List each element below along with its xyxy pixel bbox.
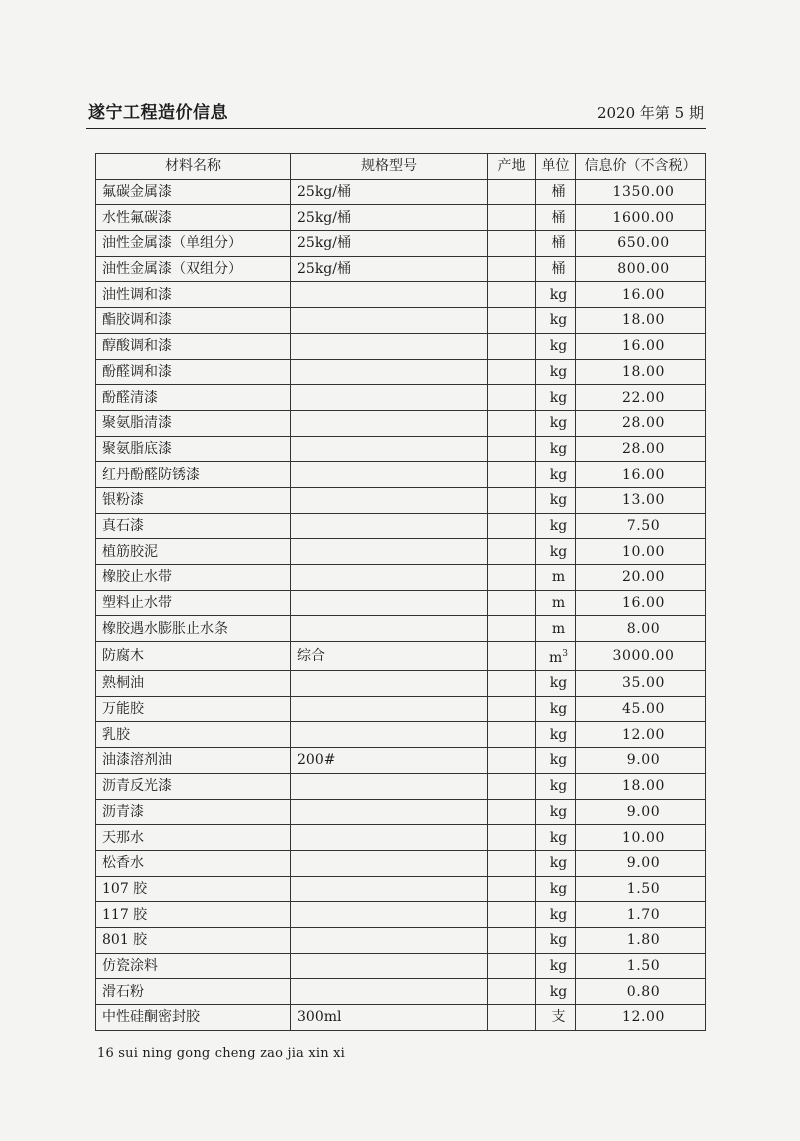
cell-spec bbox=[291, 876, 488, 902]
cell-origin bbox=[488, 979, 536, 1005]
cell-origin bbox=[488, 539, 536, 565]
cell-price: 16.00 bbox=[576, 333, 706, 359]
unit-text: m bbox=[551, 620, 566, 637]
table-row bbox=[96, 513, 706, 539]
unit-text: kg bbox=[549, 726, 568, 743]
cell-price: 16.00 bbox=[576, 282, 706, 308]
cell-origin bbox=[488, 333, 536, 359]
cell-spec bbox=[291, 513, 488, 539]
table-row bbox=[96, 333, 706, 359]
cell-origin bbox=[488, 616, 536, 642]
unit-text: m bbox=[551, 569, 566, 586]
cell-material-name: 松香水 bbox=[96, 850, 291, 876]
unit-text: m bbox=[551, 595, 566, 612]
cell-origin bbox=[488, 359, 536, 385]
cell-material-name: 万能胶 bbox=[96, 696, 291, 722]
unit-text: 桶 bbox=[551, 184, 566, 201]
cell-unit bbox=[536, 539, 576, 565]
unit-text: kg bbox=[549, 803, 568, 820]
table-row bbox=[96, 825, 706, 851]
table-row bbox=[96, 902, 706, 928]
table-row bbox=[96, 590, 706, 616]
cell-material-name: 滑石粉 bbox=[96, 979, 291, 1005]
unit-superscript: 3 bbox=[562, 649, 568, 660]
cell-unit bbox=[536, 876, 576, 902]
cell-unit bbox=[536, 748, 576, 774]
unit-text: kg bbox=[549, 957, 568, 974]
cell-unit bbox=[536, 825, 576, 851]
cell-unit bbox=[536, 308, 576, 334]
cell-spec: 25kg/桶 bbox=[291, 231, 488, 257]
table-row bbox=[96, 799, 706, 825]
cell-origin bbox=[488, 1005, 536, 1031]
cell-unit bbox=[536, 1005, 576, 1031]
cell-origin bbox=[488, 487, 536, 513]
table-body bbox=[96, 179, 706, 1030]
table-row bbox=[96, 256, 706, 282]
cell-unit bbox=[536, 179, 576, 205]
cell-unit bbox=[536, 927, 576, 953]
unit-text: kg bbox=[549, 906, 568, 923]
table-row bbox=[96, 642, 706, 671]
table-row bbox=[96, 696, 706, 722]
cell-spec bbox=[291, 722, 488, 748]
column-header-price: 信息价（不含税） bbox=[576, 154, 706, 180]
cell-material-name: 中性硅酮密封胶 bbox=[96, 1005, 291, 1031]
cell-material-name: 塑料止水带 bbox=[96, 590, 291, 616]
unit-text: kg bbox=[549, 880, 568, 897]
cell-price: 1.70 bbox=[576, 902, 706, 928]
cell-material-name: 酯胶调和漆 bbox=[96, 308, 291, 334]
cell-material-name: 植筋胶泥 bbox=[96, 539, 291, 565]
table-row bbox=[96, 876, 706, 902]
cell-material-name: 仿瓷涂料 bbox=[96, 953, 291, 979]
cell-origin bbox=[488, 462, 536, 488]
table-row bbox=[96, 308, 706, 334]
cell-material-name: 氟碳金属漆 bbox=[96, 179, 291, 205]
cell-price: 1600.00 bbox=[576, 205, 706, 231]
cell-origin bbox=[488, 825, 536, 851]
unit-text: kg bbox=[549, 983, 568, 1000]
cell-unit bbox=[536, 696, 576, 722]
table-row bbox=[96, 282, 706, 308]
cell-material-name: 油性金属漆（双组分） bbox=[96, 256, 291, 282]
cell-spec bbox=[291, 282, 488, 308]
cell-material-name: 银粉漆 bbox=[96, 487, 291, 513]
publication-title: 遂宁工程造价信息 bbox=[88, 103, 228, 123]
unit-text: kg bbox=[549, 543, 568, 560]
cell-origin bbox=[488, 436, 536, 462]
cell-material-name: 红丹酚醛防锈漆 bbox=[96, 462, 291, 488]
column-header-origin: 产地 bbox=[488, 154, 536, 180]
cell-material-name: 防腐木 bbox=[96, 642, 291, 671]
unit-text: kg bbox=[549, 338, 568, 355]
table-row bbox=[96, 927, 706, 953]
cell-spec bbox=[291, 385, 488, 411]
cell-spec: 综合 bbox=[291, 642, 488, 671]
unit-text: kg bbox=[549, 829, 568, 846]
cell-price: 35.00 bbox=[576, 671, 706, 697]
column-header-unit: 单位 bbox=[536, 154, 576, 180]
cell-material-name: 酚醛调和漆 bbox=[96, 359, 291, 385]
cell-price: 9.00 bbox=[576, 850, 706, 876]
unit-text: kg bbox=[549, 492, 568, 509]
cell-price: 1.80 bbox=[576, 927, 706, 953]
cell-material-name: 聚氨脂清漆 bbox=[96, 410, 291, 436]
cell-unit bbox=[536, 205, 576, 231]
cell-material-name: 117 胶 bbox=[96, 902, 291, 928]
cell-spec: 25kg/桶 bbox=[291, 205, 488, 231]
cell-unit bbox=[536, 902, 576, 928]
table-row bbox=[96, 462, 706, 488]
table-row bbox=[96, 231, 706, 257]
cell-origin bbox=[488, 282, 536, 308]
cell-price: 18.00 bbox=[576, 773, 706, 799]
cell-price: 45.00 bbox=[576, 696, 706, 722]
cell-material-name: 油性金属漆（单组分） bbox=[96, 231, 291, 257]
cell-material-name: 酚醛清漆 bbox=[96, 385, 291, 411]
cell-spec bbox=[291, 333, 488, 359]
unit-text: kg bbox=[549, 312, 568, 329]
cell-price: 28.00 bbox=[576, 436, 706, 462]
cell-unit bbox=[536, 565, 576, 591]
cell-material-name: 乳胶 bbox=[96, 722, 291, 748]
cell-unit bbox=[536, 513, 576, 539]
table-row bbox=[96, 1005, 706, 1031]
cell-material-name: 油漆溶剂油 bbox=[96, 748, 291, 774]
cell-material-name: 沥青反光漆 bbox=[96, 773, 291, 799]
cell-origin bbox=[488, 850, 536, 876]
header-row bbox=[96, 154, 706, 180]
unit-text: kg bbox=[549, 932, 568, 949]
header-divider bbox=[86, 128, 706, 129]
cell-unit bbox=[536, 850, 576, 876]
unit-text: kg bbox=[549, 389, 568, 406]
cell-origin bbox=[488, 205, 536, 231]
cell-origin bbox=[488, 773, 536, 799]
table-row bbox=[96, 410, 706, 436]
cell-price: 20.00 bbox=[576, 565, 706, 591]
cell-unit bbox=[536, 385, 576, 411]
cell-unit bbox=[536, 436, 576, 462]
cell-spec bbox=[291, 902, 488, 928]
cell-origin bbox=[488, 902, 536, 928]
unit-text: kg bbox=[549, 363, 568, 380]
cell-material-name: 橡胶止水带 bbox=[96, 565, 291, 591]
cell-material-name: 聚氨脂底漆 bbox=[96, 436, 291, 462]
cell-origin bbox=[488, 256, 536, 282]
cell-spec bbox=[291, 616, 488, 642]
cell-material-name: 熟桐油 bbox=[96, 671, 291, 697]
cell-spec bbox=[291, 565, 488, 591]
column-header-name: 材料名称 bbox=[96, 154, 291, 180]
cell-origin bbox=[488, 748, 536, 774]
cell-origin bbox=[488, 671, 536, 697]
cell-unit bbox=[536, 462, 576, 488]
cell-price: 800.00 bbox=[576, 256, 706, 282]
table-row bbox=[96, 205, 706, 231]
cell-price: 1.50 bbox=[576, 876, 706, 902]
material-price-table bbox=[95, 153, 706, 1031]
table-row bbox=[96, 487, 706, 513]
table-row bbox=[96, 436, 706, 462]
cell-spec bbox=[291, 773, 488, 799]
cell-unit bbox=[536, 333, 576, 359]
cell-unit bbox=[536, 231, 576, 257]
cell-material-name: 水性氟碳漆 bbox=[96, 205, 291, 231]
issue-number: 2020 年第 5 期 bbox=[596, 104, 704, 122]
unit-text: kg bbox=[549, 440, 568, 457]
unit-text: 桶 bbox=[551, 209, 566, 226]
cell-spec bbox=[291, 850, 488, 876]
table-row bbox=[96, 616, 706, 642]
cell-price: 28.00 bbox=[576, 410, 706, 436]
cell-spec bbox=[291, 927, 488, 953]
cell-material-name: 801 胶 bbox=[96, 927, 291, 953]
cell-origin bbox=[488, 179, 536, 205]
unit-text: 桶 bbox=[551, 235, 566, 252]
cell-price: 1350.00 bbox=[576, 179, 706, 205]
cell-origin bbox=[488, 799, 536, 825]
cell-unit bbox=[536, 979, 576, 1005]
cell-unit bbox=[536, 799, 576, 825]
cell-unit bbox=[536, 410, 576, 436]
cell-spec bbox=[291, 590, 488, 616]
cell-origin bbox=[488, 953, 536, 979]
cell-origin bbox=[488, 876, 536, 902]
cell-price: 12.00 bbox=[576, 1005, 706, 1031]
cell-origin bbox=[488, 722, 536, 748]
cell-origin bbox=[488, 410, 536, 436]
cell-origin bbox=[488, 231, 536, 257]
unit-text: kg bbox=[549, 415, 568, 432]
cell-spec bbox=[291, 436, 488, 462]
table-row bbox=[96, 979, 706, 1005]
cell-price: 9.00 bbox=[576, 748, 706, 774]
cell-spec: 25kg/桶 bbox=[291, 256, 488, 282]
cell-unit bbox=[536, 722, 576, 748]
cell-price: 18.00 bbox=[576, 359, 706, 385]
cell-price: 18.00 bbox=[576, 308, 706, 334]
cell-price: 0.80 bbox=[576, 979, 706, 1005]
cell-origin bbox=[488, 590, 536, 616]
cell-spec bbox=[291, 696, 488, 722]
table-row bbox=[96, 722, 706, 748]
cell-spec bbox=[291, 953, 488, 979]
cell-spec bbox=[291, 671, 488, 697]
cell-origin bbox=[488, 565, 536, 591]
cell-spec bbox=[291, 825, 488, 851]
cell-material-name: 天那水 bbox=[96, 825, 291, 851]
table-row bbox=[96, 565, 706, 591]
table-row bbox=[96, 748, 706, 774]
cell-spec bbox=[291, 539, 488, 565]
cell-unit bbox=[536, 487, 576, 513]
unit-text: kg bbox=[549, 701, 568, 718]
cell-spec bbox=[291, 359, 488, 385]
cell-price: 3000.00 bbox=[576, 642, 706, 671]
cell-material-name: 107 胶 bbox=[96, 876, 291, 902]
cell-price: 8.00 bbox=[576, 616, 706, 642]
cell-unit bbox=[536, 773, 576, 799]
cell-origin bbox=[488, 642, 536, 671]
cell-unit bbox=[536, 671, 576, 697]
cell-origin bbox=[488, 513, 536, 539]
column-header-spec: 规格型号 bbox=[291, 154, 488, 180]
cell-spec bbox=[291, 410, 488, 436]
cell-price: 16.00 bbox=[576, 462, 706, 488]
cell-spec bbox=[291, 979, 488, 1005]
cell-origin bbox=[488, 927, 536, 953]
cell-price: 1.50 bbox=[576, 953, 706, 979]
cell-price: 10.00 bbox=[576, 825, 706, 851]
cell-unit bbox=[536, 359, 576, 385]
cell-unit bbox=[536, 953, 576, 979]
cell-price: 650.00 bbox=[576, 231, 706, 257]
cell-spec bbox=[291, 308, 488, 334]
unit-text: kg bbox=[549, 752, 568, 769]
cell-spec: 200# bbox=[291, 748, 488, 774]
cell-unit bbox=[536, 642, 576, 671]
table-row bbox=[96, 773, 706, 799]
unit-text: kg bbox=[549, 855, 568, 872]
page-footer: 16 sui ning gong cheng zao jia xin xi bbox=[97, 1046, 346, 1061]
cell-origin bbox=[488, 385, 536, 411]
cell-price: 9.00 bbox=[576, 799, 706, 825]
cell-unit bbox=[536, 616, 576, 642]
cell-price: 13.00 bbox=[576, 487, 706, 513]
table-row bbox=[96, 539, 706, 565]
cell-origin bbox=[488, 308, 536, 334]
cell-price: 7.50 bbox=[576, 513, 706, 539]
cell-unit bbox=[536, 590, 576, 616]
cell-unit bbox=[536, 282, 576, 308]
cell-price: 10.00 bbox=[576, 539, 706, 565]
cell-material-name: 醇酸调和漆 bbox=[96, 333, 291, 359]
cell-price: 22.00 bbox=[576, 385, 706, 411]
cell-price: 12.00 bbox=[576, 722, 706, 748]
cell-material-name: 沥青漆 bbox=[96, 799, 291, 825]
unit-text: kg bbox=[549, 517, 568, 534]
cell-material-name: 橡胶遇水膨胀止水条 bbox=[96, 616, 291, 642]
table-row bbox=[96, 359, 706, 385]
unit-text: 支 bbox=[551, 1009, 566, 1026]
cell-origin bbox=[488, 696, 536, 722]
unit-text: kg bbox=[549, 466, 568, 483]
table-header bbox=[96, 154, 706, 180]
unit-text: m bbox=[548, 650, 563, 667]
cell-material-name: 油性调和漆 bbox=[96, 282, 291, 308]
cell-price: 16.00 bbox=[576, 590, 706, 616]
table-row bbox=[96, 179, 706, 205]
cell-spec bbox=[291, 487, 488, 513]
unit-text: kg bbox=[549, 286, 568, 303]
cell-material-name: 真石漆 bbox=[96, 513, 291, 539]
cell-spec: 300ml bbox=[291, 1005, 488, 1031]
cell-spec: 25kg/桶 bbox=[291, 179, 488, 205]
cell-unit bbox=[536, 256, 576, 282]
unit-text: kg bbox=[549, 778, 568, 795]
cell-spec bbox=[291, 462, 488, 488]
unit-text: 桶 bbox=[551, 261, 566, 278]
table-row bbox=[96, 953, 706, 979]
table-row bbox=[96, 671, 706, 697]
table-row bbox=[96, 385, 706, 411]
unit-text: kg bbox=[549, 675, 568, 692]
cell-spec bbox=[291, 799, 488, 825]
table-row bbox=[96, 850, 706, 876]
